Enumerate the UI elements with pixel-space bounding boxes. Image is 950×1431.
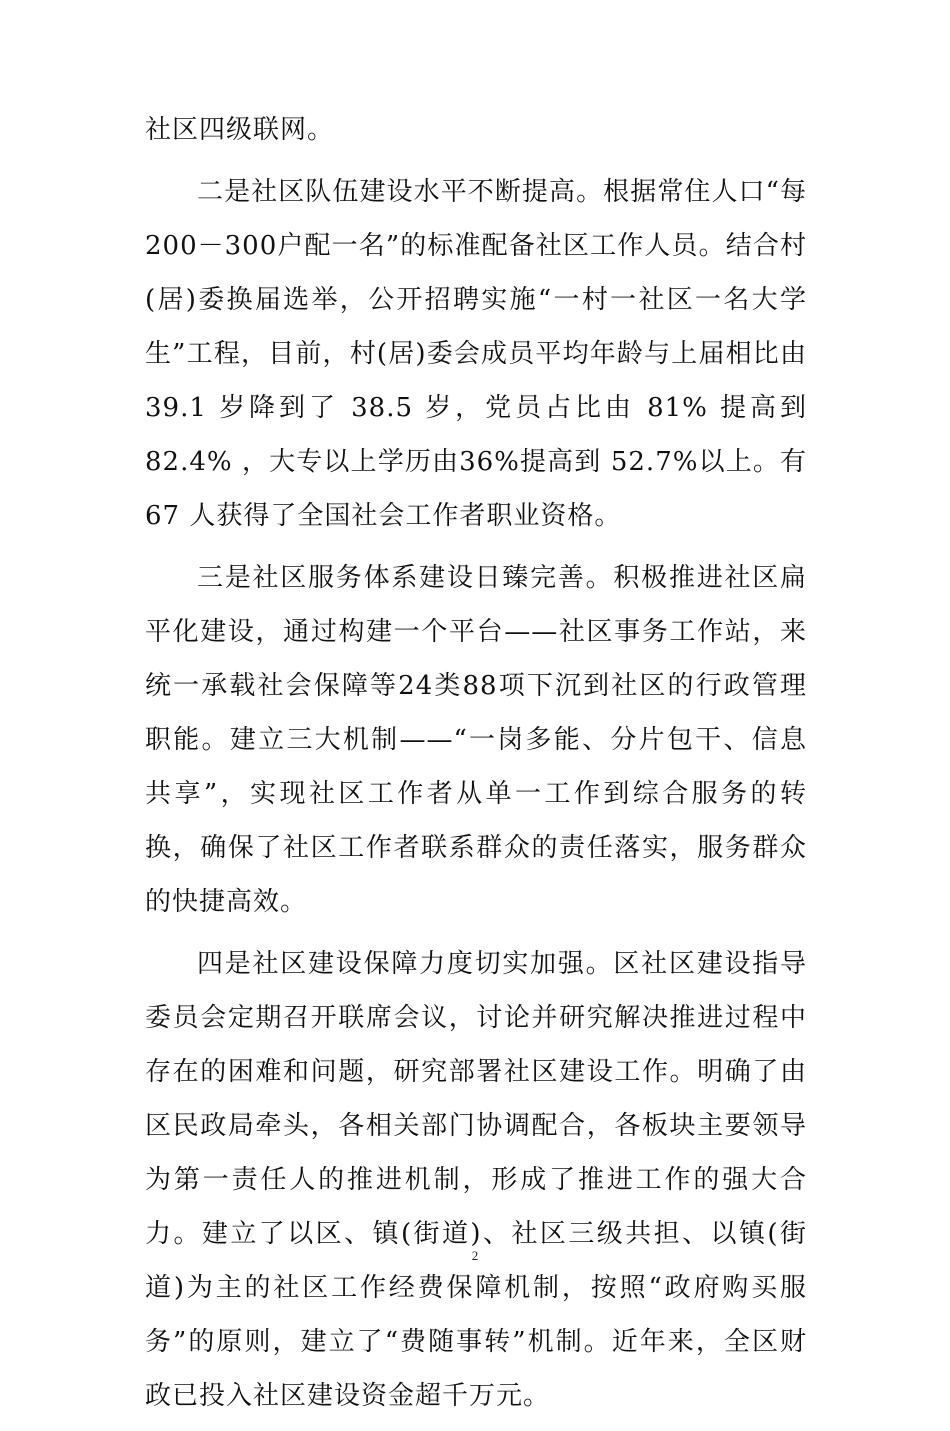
paragraph-3: 三是社区服务体系建设日臻完善。积极推进社区扁平化建设，通过构建一个平台——社区事务工作站，来统一承载社会保障等24类88项下沉到社区的行政管理职能。建立三大机制——“一岗多能、分片包干、信息共享”，实现社区工作者从单一工作到综合服务的转换，确保了社区工作者联系群众的责任落实，服务群众的快捷高效。 [145, 563, 807, 917]
page-number: 2 [471, 1248, 479, 1263]
paragraph-2: 二是社区队伍建设水平不断提高。根据常住人口“每200－300户配一名”的标准配备社区工作人员。结合村(居)委换届选举，公开招聘实施“一村一社区一名大学生”工程，目前，村(居)委会成员平均年龄与上届相比由 39.1 岁降到了 38.5 岁，党员占比由 81% 提高到 82.4% ，大专以上学历由36%提高到 52.7%以上。有 67 人获得了全国社会工作者职业资格。 [145, 177, 807, 531]
paragraph-4: 四是社区建设保障力度切实加强。区社区建设指导委员会定期召开联席会议，讨论并研究解决推进过程中存在的困难和问题，研究部署社区建设工作。明确了由区民政局牵头，各相关部门协调配合，各板块主要领导为第一责任人的推进机制，形成了推进工作的强大合力。建立了以区、镇(街道)、社区三级共担、以镇(街道)为主的社区工作经费保障机制，按照“政府购买服务”的原则，建立了“费随事转”机制。近年来，全区财政已投入社区建设资金超千万元。 [145, 949, 807, 1411]
paragraph-1: 社区四级联网。 [145, 115, 335, 145]
document-body [145, 103, 807, 1431]
